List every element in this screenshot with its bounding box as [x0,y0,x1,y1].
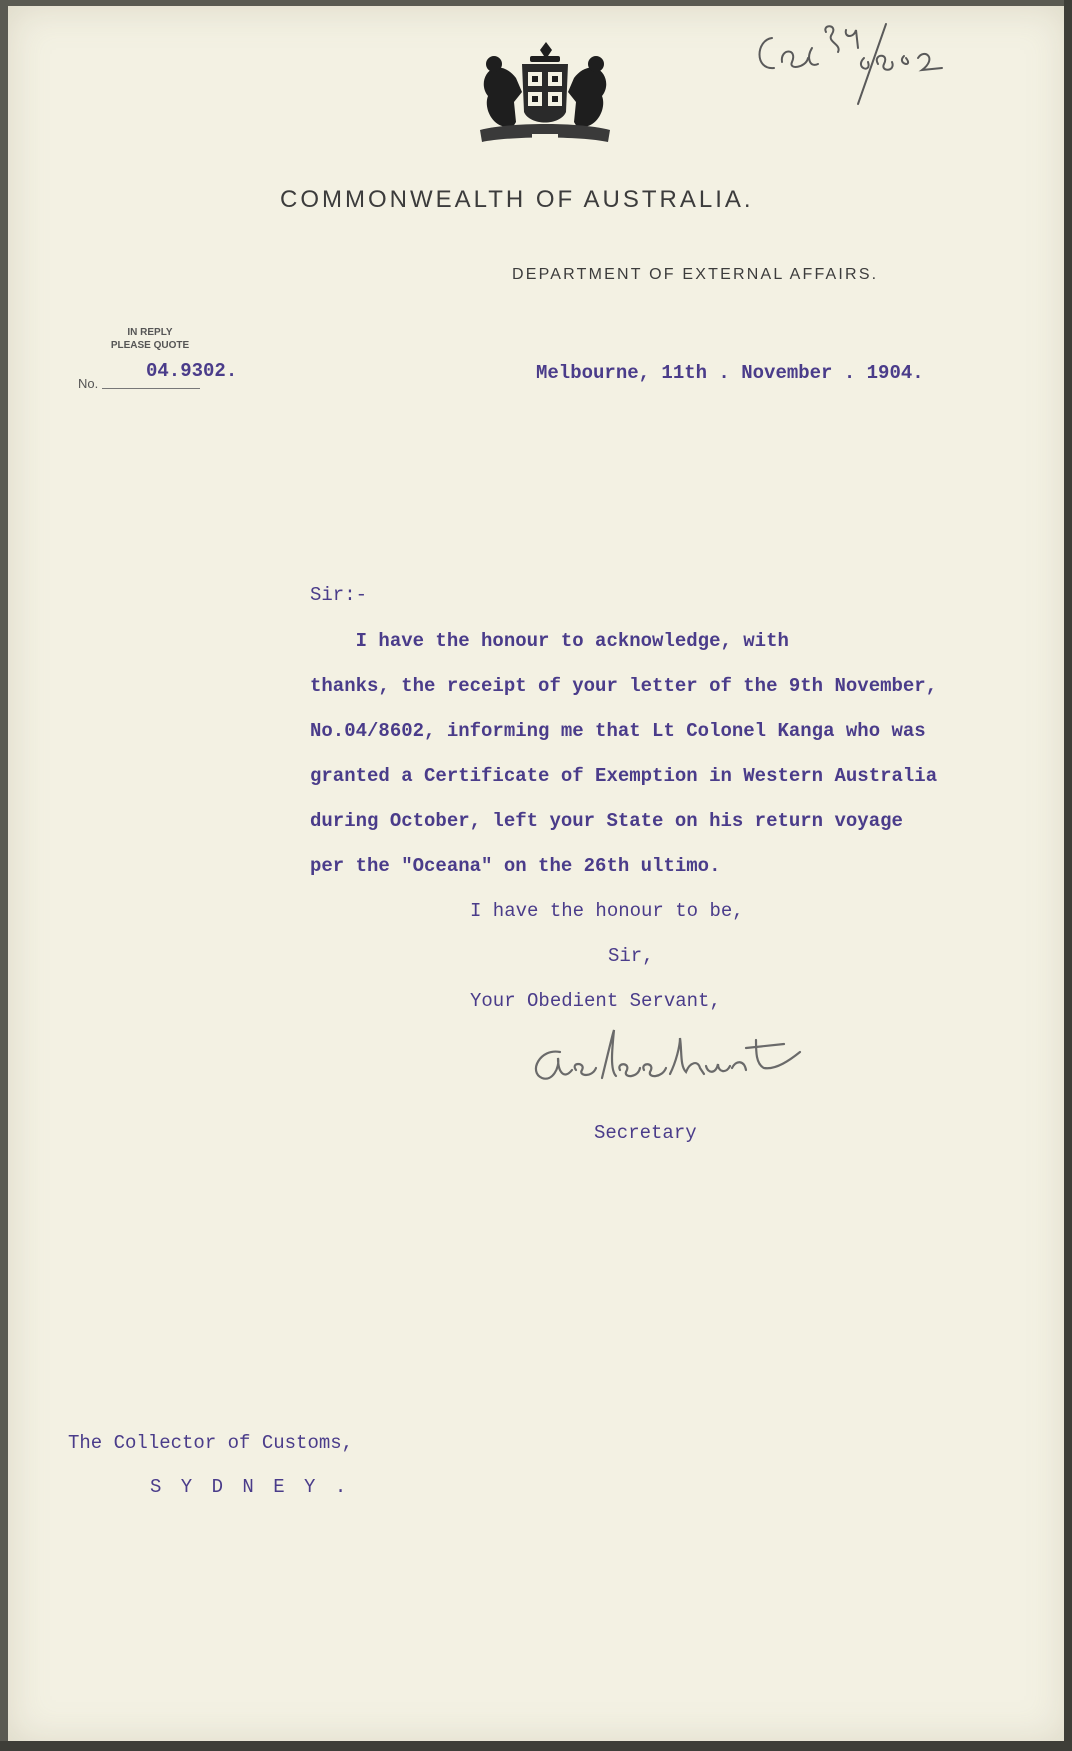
body-line-5: during October, left your State on his return voyage [310,810,903,832]
closing-line-1: I have the honour to be, [470,900,744,922]
salutation: Sir:- [310,584,368,606]
body-line-6: per the "Oceana" on the 26th ultimo. [310,855,721,877]
body-line-1: I have the honour to acknowledge, with [310,630,789,652]
signatory-title: Secretary [594,1122,697,1144]
reference-number-label: No. [78,376,99,391]
handwritten-file-annotation [746,18,986,110]
handwritten-signature [520,1022,840,1092]
letterhead-department: DEPARTMENT OF EXTERNAL AFFAIRS. [512,266,879,283]
reply-instruction-line2: PLEASE QUOTE [110,340,190,351]
reply-instruction-line1: IN REPLY [127,327,173,338]
addressee-line-1: The Collector of Customs, [68,1432,354,1454]
reply-reference-block [90,326,210,352]
scan-edge-bottom [0,1741,1072,1751]
letterhead-title: COMMONWEALTH OF AUSTRALIA. [280,186,754,213]
scan-edge-right [1064,0,1072,1751]
body-line-4: granted a Certificate of Exemption in Western Australia [310,765,938,787]
addressee-line-2: S Y D N E Y . [150,1476,351,1498]
reference-number: 04.9302. [146,360,238,382]
closing-line-2: Sir, [608,945,654,967]
dateline: Melbourne, 11th . November . 1904. [536,362,924,384]
reference-number-underline [102,388,200,389]
body-line-2: thanks, the receipt of your letter of the 9th November, [310,675,938,697]
closing-line-3: Your Obedient Servant, [470,990,721,1012]
body-line-3: No.04/8602, informing me that Lt Colonel Kanga who was [310,720,926,742]
coat-of-arms-emblem [470,42,620,152]
